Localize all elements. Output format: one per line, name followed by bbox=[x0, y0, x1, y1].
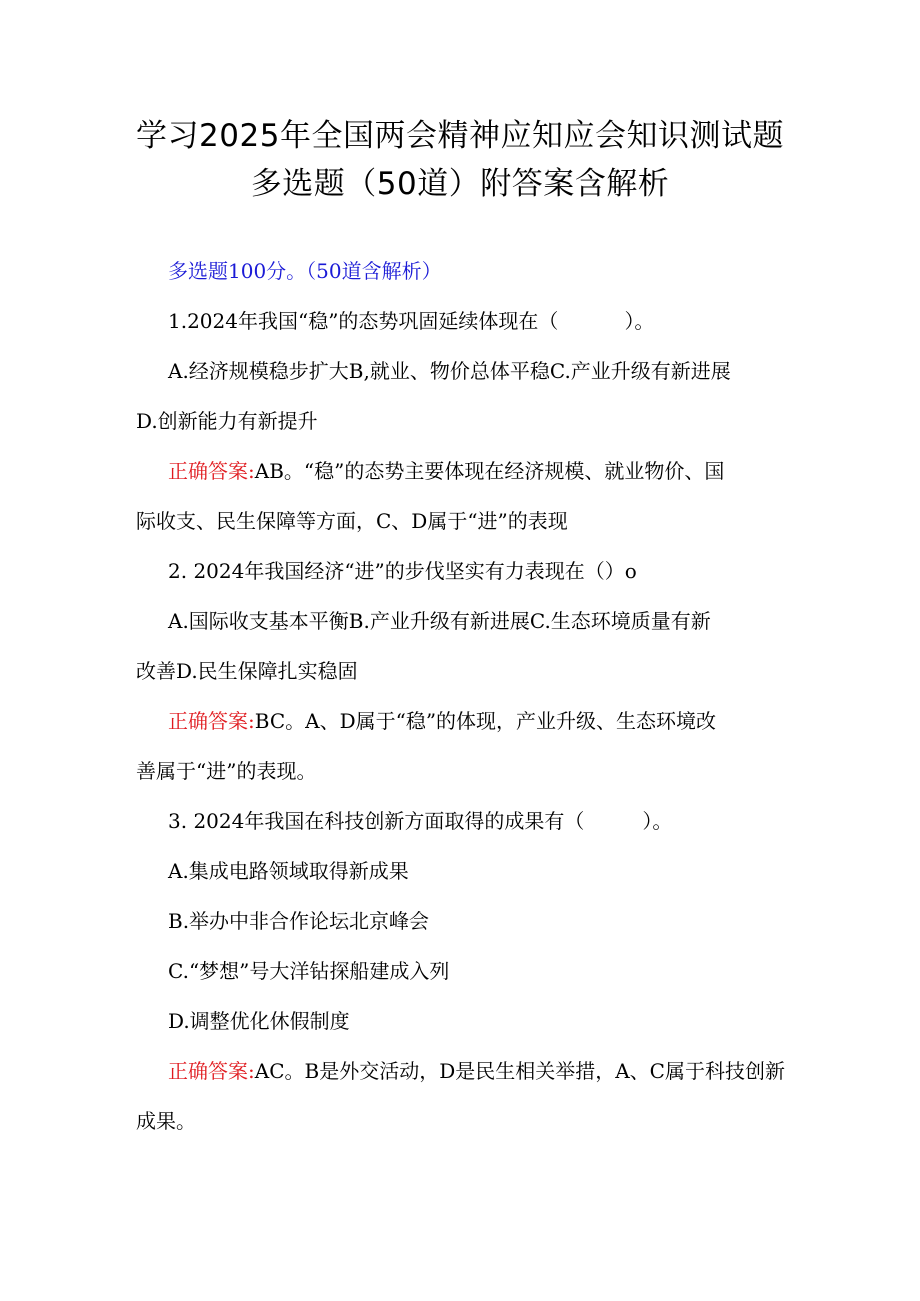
question-2-options-line2: 改善D.民生保障扎实稳固 bbox=[136, 659, 358, 683]
question-1-options-line1: A.经济规模稳步扩大B,就业、物价总体平稳C.产业升级有新进展 bbox=[168, 359, 731, 383]
question-2-answer-line1 bbox=[168, 707, 716, 735]
question-1-options-line2: D.创新能力有新提升 bbox=[136, 409, 318, 433]
question-1-stem-prefix: 1.2024年我国“稳”的态势巩固延续体现在（ bbox=[168, 309, 559, 333]
question-3-option-c: C.“梦想”号大洋钻探船建成入列 bbox=[168, 959, 450, 983]
question-1-stem bbox=[168, 307, 654, 335]
question-1-stem-suffix: ）。 bbox=[624, 309, 655, 333]
question-3-stem bbox=[168, 807, 672, 835]
question-1-answer-line1 bbox=[168, 457, 724, 485]
answer-label: 正确答案: bbox=[168, 459, 255, 483]
answer-label: 正确答案: bbox=[168, 709, 255, 733]
question-2-options-line1: A.国际收支基本平衡B.产业升级有新进展C.生态环境质量有新 bbox=[168, 609, 711, 633]
question-3-answer-line1 bbox=[168, 1057, 785, 1085]
question-3-option-a: A.集成电路领域取得新成果 bbox=[168, 859, 409, 883]
intro-text: 多选题100分。（50道含解析） bbox=[168, 259, 442, 283]
question-3-answer-text: AC。B是外交活动，D是民生相关举措，A、C属于科技创新 bbox=[254, 1059, 785, 1083]
question-3-option-d: D.调整优化休假制度 bbox=[168, 1009, 350, 1033]
doc-title-line1: 学习2025年全国两会精神应知应会知识测试题 bbox=[136, 118, 784, 154]
question-2-stem: 2. 2024年我国经济“进”的步伐坚实有力表现在（）o bbox=[168, 559, 637, 583]
doc-title-line2: 多选题（50道）附答案含解析 bbox=[250, 166, 670, 202]
question-3-option-b: B.举办中非合作论坛北京峰会 bbox=[168, 909, 430, 933]
question-1-answer-text: AB。“稳”的态势主要体现在经济规模、就业物价、国 bbox=[254, 459, 725, 483]
question-3-stem-suffix: ）。 bbox=[642, 809, 673, 833]
question-1-answer-line2: 际收支、民生保障等方面，C、D属于“进”的表现 bbox=[136, 509, 568, 533]
question-2-answer-line2: 善属于“进”的表现。 bbox=[136, 759, 317, 783]
answer-label: 正确答案: bbox=[168, 1059, 255, 1083]
question-3-stem-prefix: 3. 2024年我国在科技创新方面取得的成果有（ bbox=[168, 809, 585, 833]
question-2-answer-text: BC。A、D属于“稳”的体现，产业升级、生态环境改 bbox=[254, 709, 717, 733]
question-3-answer-line2: 成果。 bbox=[136, 1109, 196, 1133]
